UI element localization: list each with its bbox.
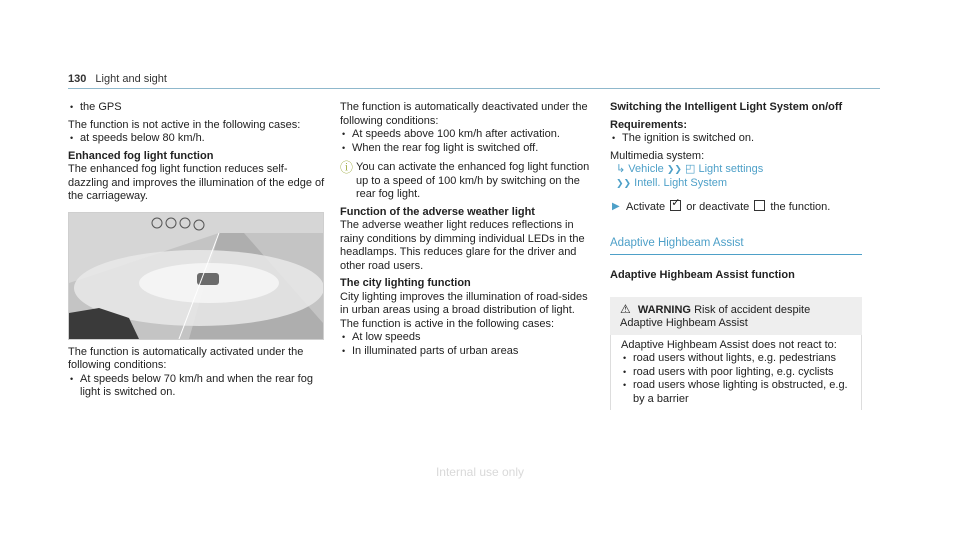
section-title: Light and sight <box>95 73 167 85</box>
subsection-title: Adaptive Highbeam Assist <box>610 237 862 256</box>
multimedia-label: Multimedia system: <box>610 149 705 162</box>
list-item: • road users whose lighting is obstructed, e.g. by a barrier <box>621 379 853 406</box>
chevron-right-icon: ❯❯ <box>666 164 682 174</box>
column-3 <box>610 101 866 410</box>
paragraph: City lighting improves the illumination of road-sides in urban areas using a broad distribution of light. <box>340 290 588 316</box>
paragraph: The enhanced fog light function reduces self-dazzling and improves the illumination of the edge of the carriageway. <box>68 163 325 202</box>
menu-light-settings[interactable]: Light settings <box>698 163 764 175</box>
list-item: • At low speeds <box>340 331 596 345</box>
warning-body <box>610 335 862 411</box>
warning-icon: ⚠ <box>620 301 631 316</box>
menu-path-2 <box>610 177 866 191</box>
city-heading: The city lighting function <box>340 277 471 289</box>
list-item: • at speeds below 80 km/h. <box>68 132 326 146</box>
fog-light-illustration <box>68 212 324 340</box>
list-item: • the GPS <box>68 101 326 115</box>
header-rule <box>68 88 880 89</box>
menu-path <box>610 163 866 177</box>
paragraph: The adverse weather light reduces reflections in rainy conditions by dimming individual LEDs in the headlamps. This reduces glare for the driver and other road users. <box>340 219 585 272</box>
list-item: • At speeds above 100 km/h after activation. <box>340 128 596 142</box>
menu-vehicle[interactable]: Vehicle <box>628 163 664 175</box>
menu-intell-light[interactable]: Intell. Light System <box>634 176 728 189</box>
paragraph: Adaptive Highbeam Assist does not react to: <box>621 338 837 351</box>
note-text: You can activate the enhanced fog light function up to a speed of 100 km/h by switching on the rear fog light. <box>356 161 590 200</box>
list-item: • When the rear fog light is switched off. <box>340 142 596 156</box>
function-heading: Adaptive Highbeam Assist function <box>610 269 795 281</box>
column-2 <box>340 101 596 358</box>
chevron-right-icon: ❯❯ <box>616 177 632 188</box>
checked-checkbox-icon[interactable] <box>670 200 681 211</box>
page-header <box>68 73 167 87</box>
fog-heading: Enhanced fog light function <box>68 149 214 162</box>
info-icon: ⓘ <box>340 160 354 175</box>
list-item: • At speeds below 70 km/h and when the rear fog light is switched on. <box>68 373 326 400</box>
road-scene-image <box>69 213 323 339</box>
info-note <box>340 161 596 202</box>
list-item: • road users with poor lighting, e.g. cyclists <box>621 366 853 380</box>
warning-box <box>610 297 862 335</box>
list-item: • road users without lights, e.g. pedestrians <box>621 352 853 366</box>
switch-heading: Switching the Intelligent Light System on/off <box>610 101 843 113</box>
activate-text: Activate <box>626 201 666 213</box>
column-1 <box>68 101 326 400</box>
return-arrow-icon: ↳ <box>616 163 626 175</box>
list-item: • The ignition is switched on. <box>610 132 866 146</box>
requirements-heading: Requirements: <box>610 118 688 131</box>
warning-label: WARNING <box>637 303 691 316</box>
empty-checkbox-icon[interactable] <box>754 200 765 211</box>
adverse-heading: Function of the adverse weather light <box>340 205 535 218</box>
paragraph: The function is automatically activated under the following conditions: <box>68 345 304 371</box>
warning-text: Risk of accident despite Adaptive Highbeam Assist <box>620 303 811 329</box>
paragraph: The function is not active in the following cases: <box>68 118 301 131</box>
paragraph: The function is automatically deactivated under the following conditions: <box>340 101 588 127</box>
deactivate-text: or deactivate <box>686 201 750 213</box>
paragraph: The function is active in the following cases: <box>340 317 555 330</box>
action-step <box>610 200 866 215</box>
headlamp-icon: ◰ <box>684 163 696 175</box>
watermark: Internal use only <box>435 465 525 479</box>
function-text: the function. <box>770 201 831 213</box>
page-number: 130 <box>68 73 87 85</box>
list-item: • In illuminated parts of urban areas <box>340 345 596 359</box>
action-arrow-icon: ▶ <box>612 201 620 212</box>
